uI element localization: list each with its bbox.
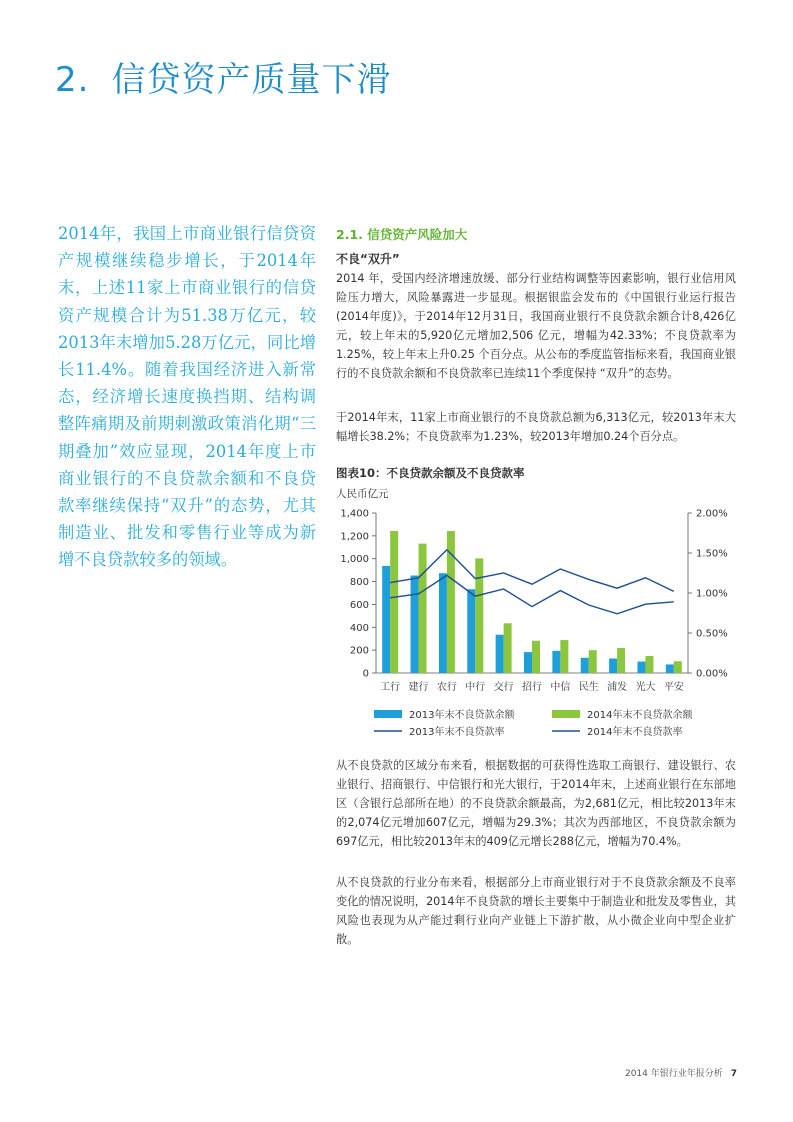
npl-chart: [326, 500, 746, 745]
legend-label-2: 2013年末不良贷款率: [409, 727, 505, 738]
footer-text: 2014 年银行业年报分析: [624, 1069, 723, 1079]
x-tick-label: 光大: [635, 682, 656, 693]
bar-2013-6: [552, 651, 560, 673]
y-tick-label-left: 0: [362, 668, 369, 680]
x-tick-label: 民生: [578, 682, 599, 693]
bar-2013-0: [382, 566, 390, 673]
bar-2014-9: [645, 656, 653, 673]
y-tick-label-left: 200: [349, 645, 369, 657]
page-number: 7: [730, 1069, 737, 1079]
page-title: [55, 52, 391, 101]
bar-2013-8: [609, 658, 617, 673]
y-tick-label-left: 400: [349, 622, 369, 634]
legend-label-0: 2013年末不良贷款余额: [409, 710, 515, 721]
rate-line-2013: [390, 575, 674, 613]
bar-2013-5: [524, 652, 532, 673]
paragraph-4: 从不良贷款的行业分布来看，根据部分上市商业银行对于不良贷款余额及不良率变化的情况说明，2014年不良贷款的增长主要集中于制造业和批发及零售业，其风险也表现为从产能过剩行业向产业链上下游扩散，从小微企业向中型企业扩散。: [336, 876, 736, 946]
paragraph-1: 2014 年，受国内经济增速放缓、部分行业结构调整等因素影响，银行业信用风险压力增大，风险暴露进一步显现。根据银监会发布的《中国银行业运行报告(2014年度)》，于2014年12月31日，我国商业银行不良贷款余额合计8,426亿元，较上年末的5,920亿元增加2,506 亿元，增幅为42.33%；不良贷款率为1.25%，较上年末上升0.25 个百分点。从公布的季度监管指标来看，我国商业银行的不良贷款余额和不良贷款率已连续11个季度保持 “双升”的态势。: [336, 272, 736, 380]
y-tick-label-right: 0.00%: [696, 668, 728, 680]
bar-2014-2: [447, 531, 455, 673]
figure-unit: 人民币亿元: [336, 488, 389, 500]
bar-2014-8: [617, 648, 625, 673]
bar-2013-7: [581, 658, 589, 673]
x-tick-label: 工行: [380, 682, 401, 693]
y-tick-label-left: 1,400: [340, 508, 369, 520]
chapter-title: 信贷资产质量下滑: [111, 60, 392, 100]
y-tick-label-left: 1,000: [340, 554, 369, 566]
legend-label-1: 2014年末不良贷款余额: [587, 710, 693, 721]
bar-2013-2: [439, 573, 447, 673]
bar-2013-4: [496, 635, 504, 673]
bar-2013-1: [411, 576, 419, 673]
x-tick-label: 农行: [436, 682, 457, 693]
y-tick-label-left: 1,200: [340, 531, 369, 543]
y-tick-label-right: 2.00%: [696, 508, 728, 520]
x-tick-label: 中行: [465, 682, 486, 693]
y-tick-label-right: 1.00%: [696, 588, 728, 600]
legend-swatch-0: [374, 710, 402, 718]
bar-2014-4: [504, 623, 512, 673]
bar-2013-9: [637, 662, 645, 673]
paragraph-2: 于2014年末，11家上市商业银行的不良贷款总额为6,313亿元，较2013年末大幅增长38.2%；不良贷款率为1.23%，较2013年增加0.24个百分点。: [336, 411, 736, 443]
y-tick-label-left: 600: [349, 599, 369, 611]
bar-2014-7: [589, 650, 597, 673]
x-tick-label: 浦发: [607, 682, 628, 693]
y-tick-label-right: 1.50%: [696, 548, 728, 560]
y-tick-label-left: 800: [349, 577, 369, 589]
legend-swatch-1: [552, 710, 580, 718]
bar-2013-3: [467, 589, 475, 673]
chapter-number: 2.: [55, 60, 90, 100]
lead-summary: 2014年，我国上市商业银行信贷资产规模继续稳步增长，于2014年末，上述11家上市商业银行的信贷资产规模合计为51.38万亿元，较2013年末增加5.28万亿元，同比增长11.4%。随着我国经济进入新常态，经济增长速度换挡期、结构调整阵痛期及前期刺激政策消化期“三期叠加”效应显现，2014年度上市商业银行的不良贷款余额和不良贷款率继续保持“双升”的态势，尤其制造业、批发和零售行业等成为新增不良贷款较多的领域。: [58, 224, 316, 570]
section-heading: 2.1. 信贷资产风险加大: [336, 227, 468, 242]
x-tick-label: 平安: [663, 682, 684, 693]
sub-heading: 不良“双升”: [336, 252, 400, 266]
bar-2013-10: [666, 664, 674, 673]
bar-2014-0: [390, 531, 398, 673]
bar-2014-6: [560, 640, 568, 673]
figure-title: 图表10：不良贷款余额及不良贷款率: [336, 466, 525, 480]
paragraph-3: 从不良贷款的区域分布来看，根据数据的可获得性选取工商银行、建设银行、农业银行、招商银行、中信银行和光大银行，于2014年末，上述商业银行在东部地区（含银行总部所在地）的不良贷款余额最高，为2,681亿元，相比较2013年末的2,074亿元增加607亿元，增幅为29.3%；其次为西部地区，不良贷款余额为697亿元，相比较2013年末的409亿元增长288亿元，增幅为70.4%。: [336, 759, 736, 848]
bar-2014-10: [674, 661, 682, 673]
bar-2014-3: [475, 558, 483, 673]
page-footer: [625, 1066, 737, 1079]
y-tick-label-right: 0.50%: [696, 628, 728, 640]
x-tick-label: 建行: [408, 682, 429, 693]
x-tick-label: 中信: [550, 682, 571, 693]
x-tick-label: 招行: [522, 682, 542, 693]
legend-label-3: 2014年末不良贷款率: [587, 727, 683, 738]
bar-2014-1: [419, 544, 427, 673]
bar-2014-5: [532, 641, 540, 673]
x-tick-label: 交行: [493, 682, 514, 693]
